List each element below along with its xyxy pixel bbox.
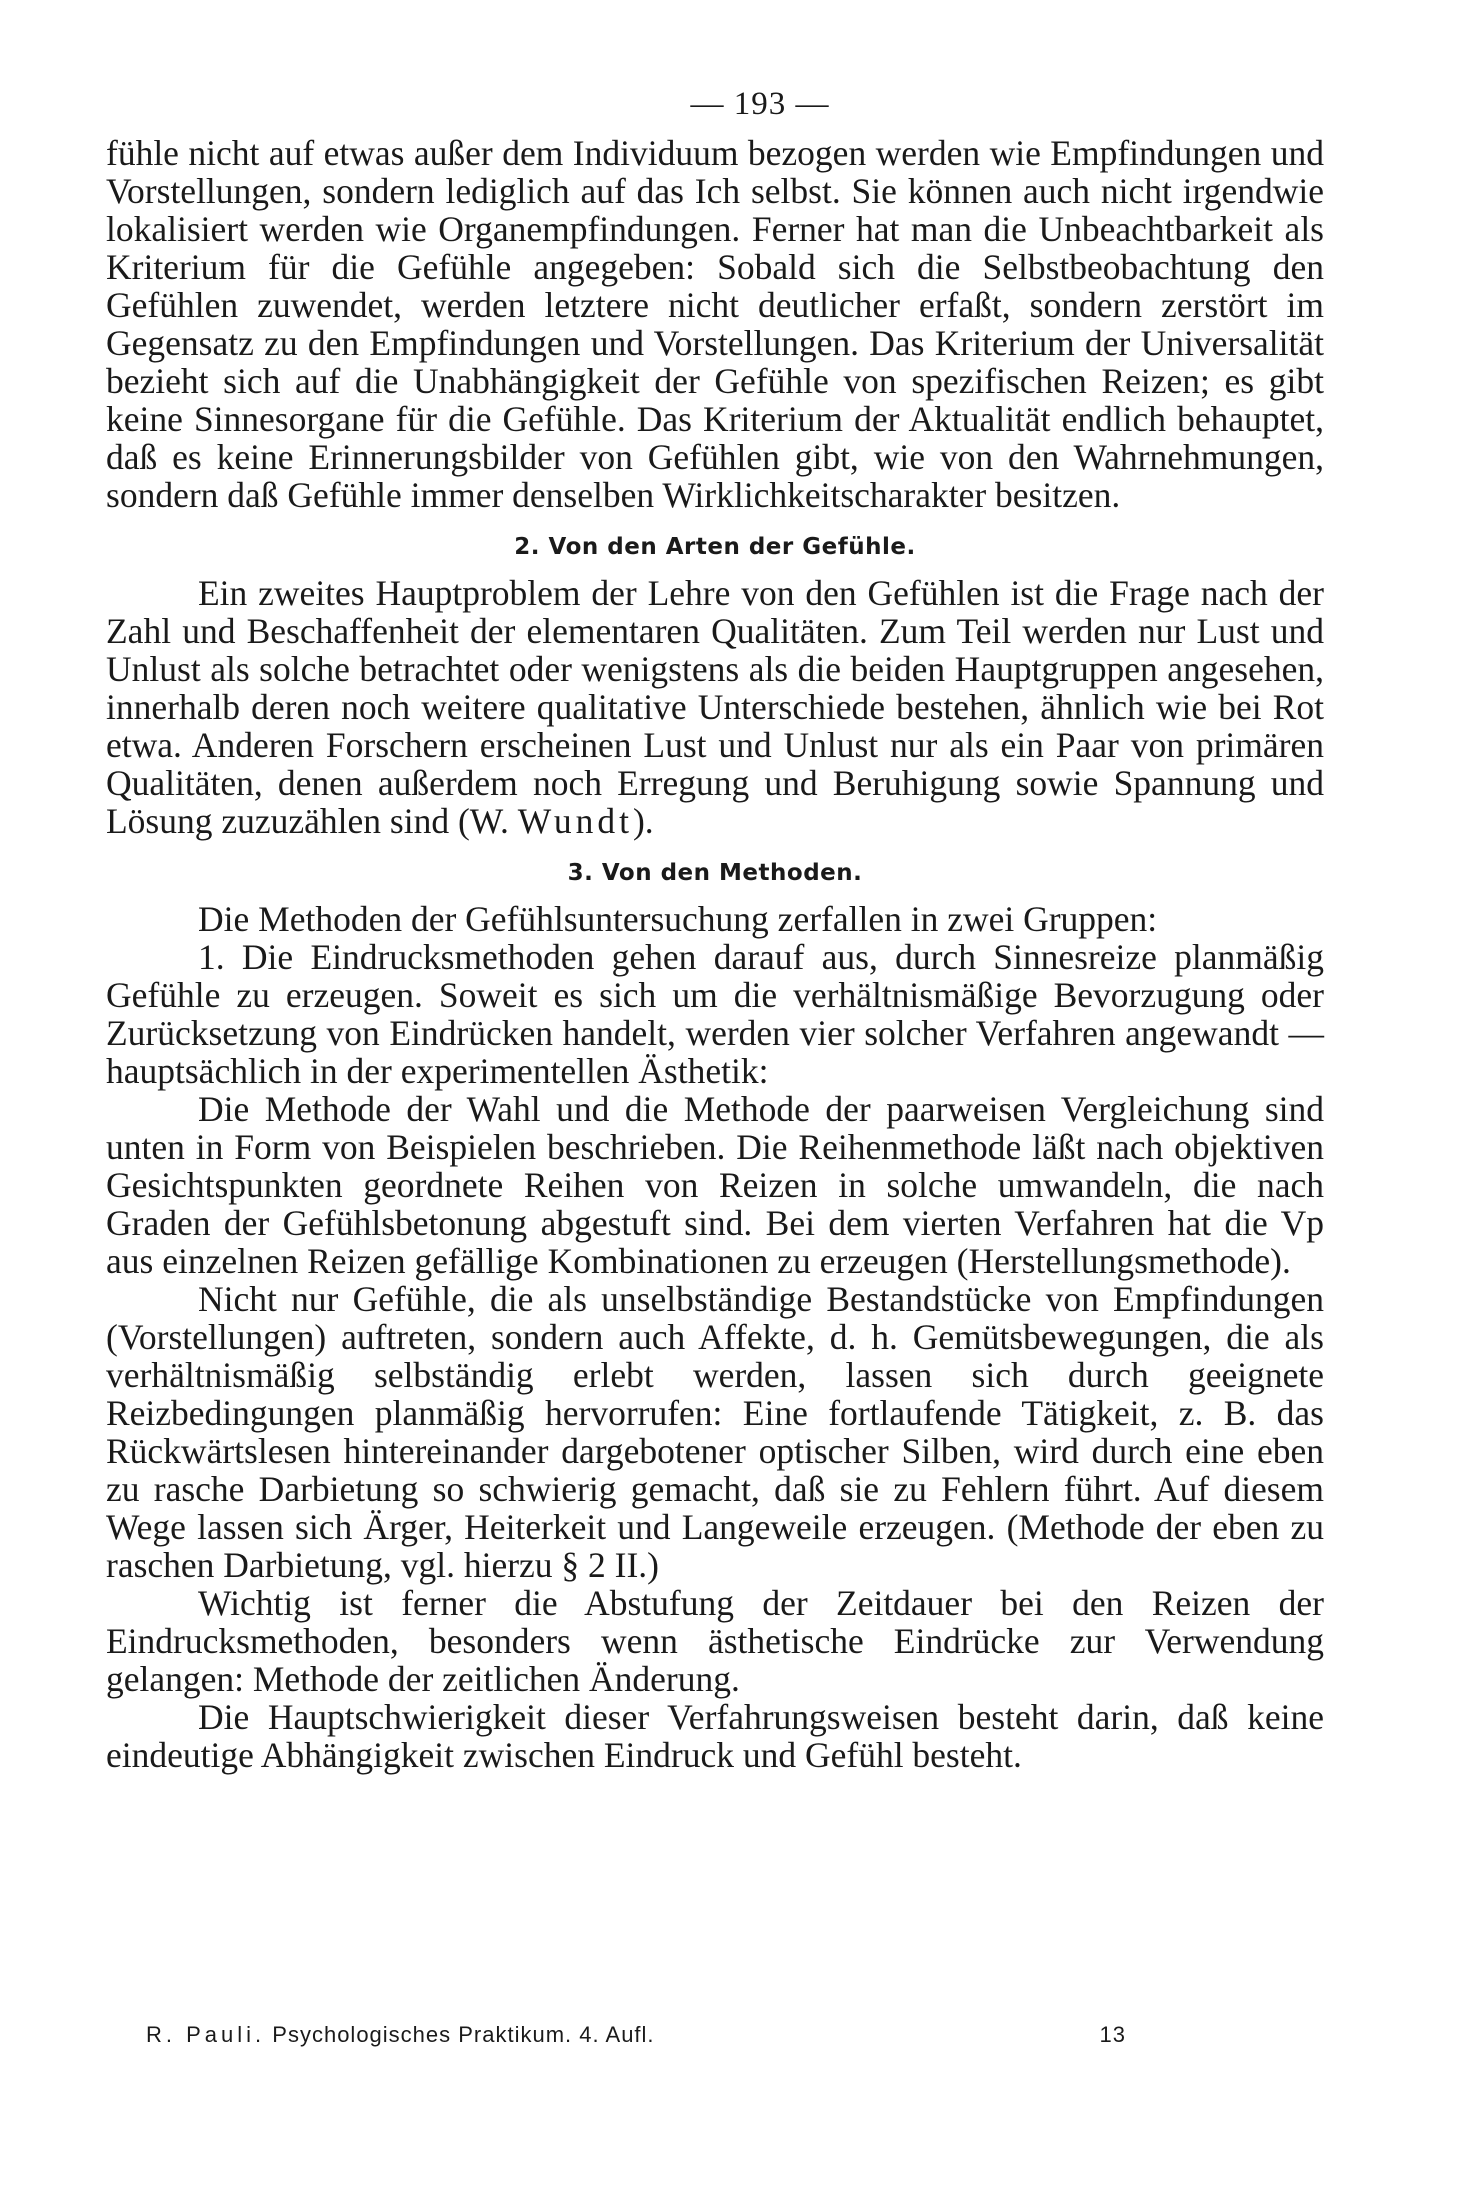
page-footer bbox=[146, 2022, 1126, 2048]
section-heading-arten: 2. Von den Arten der Gefühle. bbox=[514, 534, 916, 560]
paragraph-affekte: Nicht nur Gefühle, die als unselbständige Bestandstücke von Empfindungen (Vorstellungen) auftreten, sondern auch Affekte, d. h. Gemütsbewegungen, die als verhältnismäßig selbständig erlebt werden, lassen sich durch geeignete Reizbedingungen planmäßig hervorrufen: Eine fortlaufende Tätigkeit, z. B. das Rückwärtslesen hintereinander dargebotener optischer Silben, wird durch eine eben zu rasche Darbietung so schwierig gemacht, daß sie zu Fehlern führt. Auf diesem Wege lassen sich Ärger, Heiterkeit und Langeweile erzeugen. (Methode der eben zu raschen Darbietung, vgl. hierzu § 2 II.) bbox=[106, 1279, 1324, 1585]
section-heading-methoden: 3. Von den Methoden. bbox=[567, 860, 863, 886]
footer-author: R. Pauli. bbox=[146, 2022, 266, 2047]
footer-sheet-number: 13 bbox=[1099, 2022, 1126, 2047]
footer-citation bbox=[146, 2022, 655, 2048]
paragraph-zeitdauer: Wichtig ist ferner die Abstufung der Zeitdauer bei den Reizen der Eindrucksmethoden, besonders wenn ästhetische Eindrücke zur Verwendung gelangen: Methode der zeitlichen Änderung. bbox=[106, 1583, 1324, 1699]
paragraph-arten bbox=[106, 574, 1324, 840]
paragraph-hauptschwierigkeit: Die Hauptschwierigkeit dieser Verfahrungsweisen besteht darin, daß keine eindeutige Abhängigkeit zwischen Eindruck und Gefühl besteht. bbox=[106, 1697, 1324, 1775]
author-name-wundt: Wundt bbox=[517, 801, 633, 841]
paragraph-methoden-intro: Die Methoden der Gefühlsuntersuchung zerfallen in zwei Gruppen: bbox=[198, 899, 1158, 939]
page-number: — 193 — bbox=[690, 86, 830, 122]
paragraph-criteria: fühle nicht auf etwas außer dem Individuum bezogen werden wie Empfindungen und Vorstellungen, sondern lediglich auf das Ich selbst. Sie können auch nicht irgendwie lokalisiert werden wie Organempfindungen. Ferner hat man die Unbeachtbarkeit als Kriterium für die Gefühle angegeben: Sobald sich die Selbstbeobachtung den Gefühlen zuwendet, werden letztere nicht deutlicher erfaßt, sondern zerstört im Gegensatz zu den Empfindungen und Vorstellungen. Das Kriterium der Universalität bezieht sich auf die Unabhängigkeit der Gefühle von spezifischen Reizen; es gibt keine Sinnesorgane für die Gefühle. Das Kriterium der Aktualität endlich behauptet, daß es keine Erinnerungsbilder von Gefühlen gibt, wie von den Wahrnehmungen, sondern daß Gefühle immer denselben Wirklichkeitscharakter besitzen. bbox=[106, 133, 1324, 515]
page-body bbox=[106, 84, 1324, 1774]
paragraph-arten-text: Ein zweites Hauptproblem der Lehre von den Gefühlen ist die Frage nach der Zahl und Beschaffenheit der elementaren Qualitäten. Zum Teil werden nur Lust und Unlust als solche betrachtet oder wenigstens als die beiden Hauptgruppen angesehen, innerhalb deren noch weitere qualitative Unterschiede bestehen, ähnlich wie bei Rot etwa. Anderen Forschern erscheinen Lust und Unlust nur als ein Paar von primären Qualitäten, denen außerdem noch Erregung und Beruhigung sowie Spannung und Lösung zuzuzählen sind (W. bbox=[106, 573, 1324, 841]
footer-title: Psychologisches Praktikum. 4. Aufl. bbox=[272, 2022, 655, 2047]
paragraph-arten-end: ). bbox=[632, 801, 654, 841]
paragraph-eindrucksmethoden: 1. Die Eindrucksmethoden gehen darauf aus, durch Sinnesreize planmäßig Gefühle zu erzeugen. Soweit es sich um die verhältnismäßige Bevorzugung oder Zurücksetzung von Eindrücken handelt, werden vier solcher Verfahren angewandt — hauptsächlich in der experimentellen Ästhetik: bbox=[106, 937, 1324, 1091]
paragraph-wahl-methode: Die Methode der Wahl und die Methode der paarweisen Vergleichung sind unten in Form von Beispielen beschrieben. Die Reihenmethode läßt nach objektiven Gesichtspunkten geordnete Reihen von Reizen in solche umwandeln, die nach Graden der Gefühlsbetonung abgestuft sind. Bei dem vierten Verfahren hat die Vp aus einzelnen Reizen gefällige Kombinationen zu erzeugen (Herstellungsmethode). bbox=[106, 1089, 1324, 1281]
